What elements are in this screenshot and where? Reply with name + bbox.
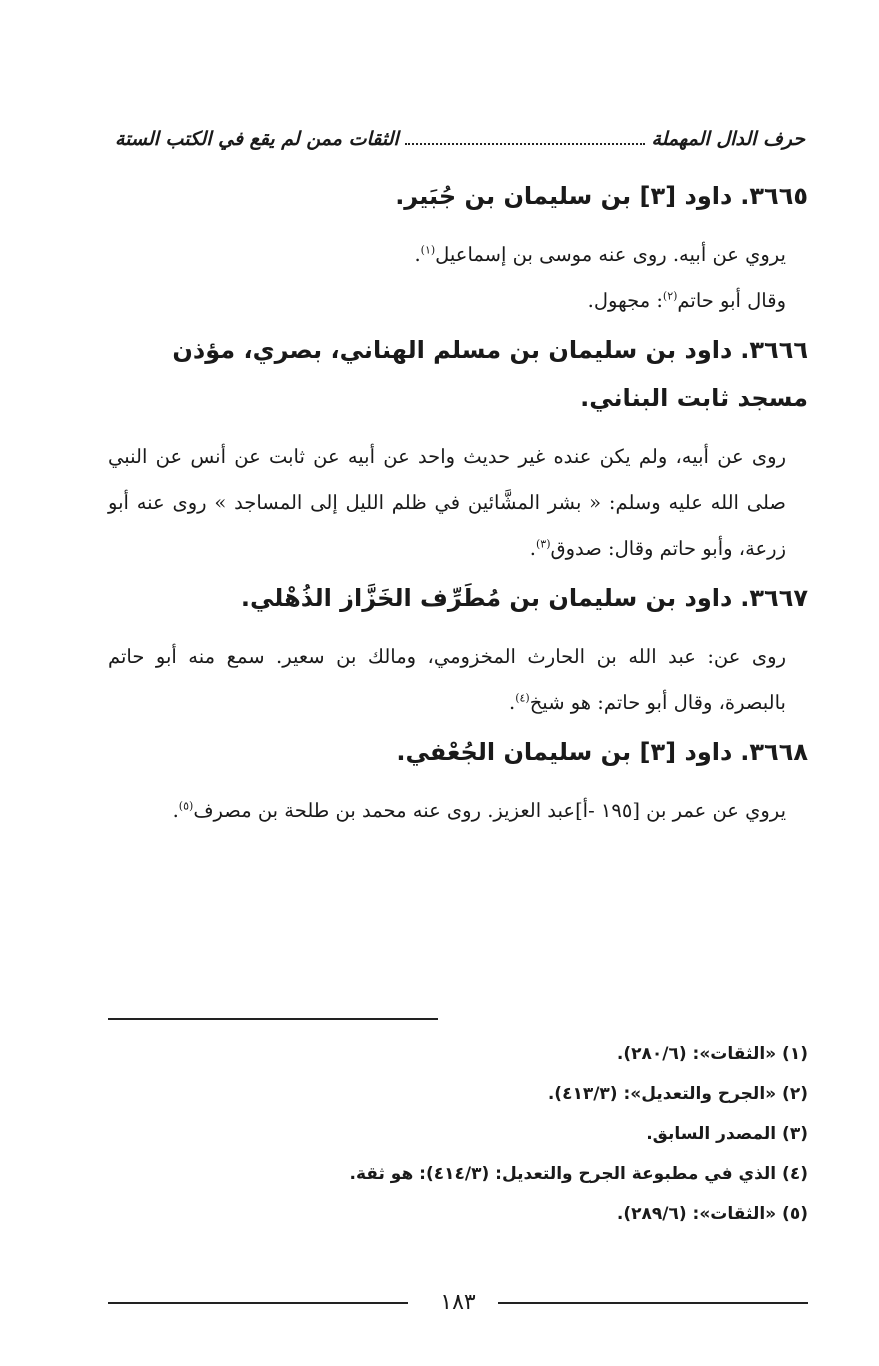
- paragraph-text: يروي عن أبيه. روى عنه موسى بن إسماعيل: [435, 243, 786, 266]
- paragraph-text: يروي عن عمر بن [١٩٥ -أ]عبد العزيز. روى عنه محمد بن طلحة بن مصرف: [193, 799, 786, 822]
- entry-number: ٣٦٦٧.: [740, 584, 808, 612]
- entry-title: داود بن سليمان بن مسلم الهناني، بصري، مؤذن مسجد ثابت البناني.: [172, 336, 808, 412]
- page-footer: [108, 1288, 808, 1318]
- entry: [108, 326, 808, 572]
- paragraph-text: روى عن: عبد الله بن الحارث المخزومي، ومالك بن سعير. سمع منه أبو حاتم بالبصرة، وقال أبو حاتم: هو شيخ: [108, 645, 786, 714]
- footnote-item: (٤) الذي في مطبوعة الجرح والتعديل: (٤١٤/٣): هو ثقة.: [349, 1164, 808, 1184]
- paragraph-text-end: : مجهول.: [587, 289, 663, 312]
- entry-paragraph: [108, 434, 786, 572]
- header-book-title: الثقات ممن لم يقع في الكتب الستة: [115, 128, 399, 150]
- running-header: [115, 128, 805, 150]
- entry-title: داود بن سليمان بن مُطَرِّف الخَزَّاز الذُهْلي.: [240, 584, 733, 612]
- footnote-marker[interactable]: (٣): [535, 537, 551, 551]
- entry-body: [108, 434, 808, 572]
- entry: [108, 172, 808, 324]
- paragraph-text-end: .: [529, 537, 536, 560]
- paragraph-text-end: .: [414, 243, 421, 266]
- entry-heading: [108, 172, 808, 220]
- entry-heading: [108, 728, 808, 776]
- footnote-marker[interactable]: (١): [420, 243, 436, 257]
- entry-paragraph: [108, 634, 786, 726]
- entry-heading: [108, 574, 808, 622]
- entry-body: [108, 232, 808, 324]
- entry-body: [108, 788, 808, 834]
- entry-body: [108, 634, 808, 726]
- entry-number: ٣٦٦٦.: [740, 336, 808, 364]
- footer-rule-left: [108, 1302, 408, 1304]
- footnote-marker[interactable]: (٤): [515, 691, 530, 705]
- entry-number: ٣٦٦٥.: [740, 182, 808, 210]
- entry-number: ٣٦٦٨.: [740, 738, 808, 766]
- entry-heading: [108, 326, 808, 422]
- footer-rule-right: [498, 1302, 808, 1304]
- paragraph-text-end: .: [172, 799, 179, 822]
- footnotes-section: [108, 1018, 808, 1234]
- footnote-item: (١) «الثقات»: (٢٨٠/٦).: [616, 1044, 808, 1064]
- entry-paragraph: [108, 788, 786, 834]
- entry-paragraph: [108, 278, 786, 324]
- paragraph-text: وقال أبو حاتم: [677, 289, 786, 312]
- entry-title: داود [٣] بن سليمان الجُعْفي.: [396, 738, 733, 766]
- paragraph-text-end: .: [509, 691, 516, 714]
- entry: [108, 574, 808, 726]
- footnote-marker[interactable]: (٢): [662, 289, 678, 303]
- paragraph-text: روى عن أبيه، ولم يكن عنده غير حديث واحد عن أبيه عن ثابت عن أنس عن النبي صلى الله عليه وسلم: « بشر المشَّائين في ظلم الليل إلى المساجد » روى عنه أبو زرعة، وأبو حاتم وقال: صدوق: [108, 445, 786, 560]
- entry: [108, 728, 808, 834]
- main-text: [108, 172, 808, 836]
- entry-title: داود [٣] بن سليمان بن جُبَير.: [395, 182, 733, 210]
- header-chapter-title: حرف الدال المهملة: [651, 128, 805, 150]
- entry-paragraph: [108, 232, 786, 278]
- footnote-item: (٣) المصدر السابق.: [646, 1124, 808, 1144]
- footnote-marker[interactable]: (٥): [178, 799, 194, 813]
- header-dot-leader: [405, 131, 646, 145]
- footnote-separator: [108, 1018, 438, 1020]
- footnote-item: (٥) «الثقات»: (٢٨٩/٦).: [616, 1204, 808, 1224]
- page-number: ١٨٣: [440, 1290, 476, 1315]
- footnote-item: (٢) «الجرح والتعديل»: (٤١٣/٣).: [547, 1084, 808, 1104]
